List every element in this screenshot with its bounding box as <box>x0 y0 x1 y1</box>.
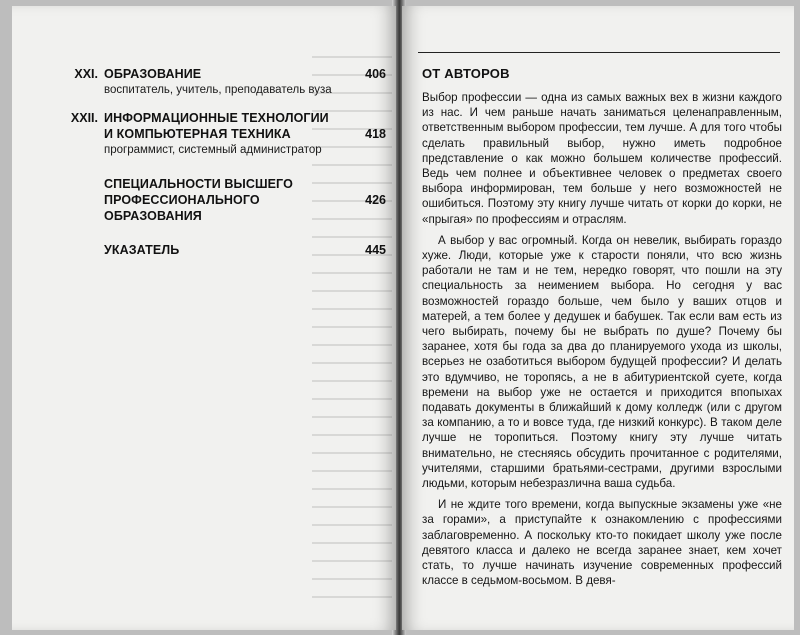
toc-entry-title-line-2: И КОМПЬЮТЕРНАЯ ТЕХНИКА <box>104 127 291 141</box>
toc-entry-title: ОБРАЗОВАНИЕ <box>104 67 202 81</box>
paragraph: А выбор у вас огромный. Когда он невелик, выбирать гораздо хуже. Люди, которые уже к старости поняли, что всю жизнь работали не там и не тем, нередко говорят, что пошли на эту специальность за неимением выбора. Но сегодня у вас возможностей гораздо больше, чем было у ваших отцов и матерей, а тем более у дедушек и бабушек. Так если вам есть из чего выбирать, почему бы не выбрать по душе? Почему бы заранее, хотя бы года за два до планируемого ухода из школы, всерьез не озаботиться выбором будущей профессии? И делать это вдумчиво, не торопясь, а не в абитуриентской суете, когда времени на выбор уже не остается и приходится впопыхах подавать документы в ближайший к дому колледж (или с другом за компанию, а то и вовсе туда, где низкий конкурс). В таком деле лучше не торопиться. Поэтому книгу эту лучше читать внимательно, не стесняясь обсудить прочитанное с родителями, учителями, старшими братьями-сестрами, другими взрослыми людьми, которым небезразлична ваша судьба. <box>422 233 782 491</box>
paragraph: Выбор профессии — одна из самых важных вех в жизни каждого из нас. И чем раньше начать заниматься целенаправленным, ответственным выбором профессии, тем лучше. А для того чтобы сделать правильный выбор, нужно иметь подробное представление о как можно большем количестве профессий. Ведь чем полнее и объективнее человек о предметах своего выбора информирован, тем больше у него возможностей не ошибиться. Поэтому эту книгу лучше читать от корки до корки, не «прыгая» по профессиям и отраслям. <box>422 91 782 226</box>
toc-entry-it <box>46 110 386 158</box>
toc-entry-higher-education <box>46 176 386 224</box>
toc-entry-education <box>46 66 386 98</box>
toc-entry-index <box>46 242 386 258</box>
toc-entry-title-line-1: СПЕЦИАЛЬНОСТИ ВЫСШЕГО <box>104 177 293 191</box>
toc-entry-title-line-2: ПРОФЕССИОНАЛЬНОГО ОБРАЗОВАНИЯ <box>104 193 260 223</box>
left-page <box>12 6 396 630</box>
paragraph: И не ждите того времени, когда выпускные экзамены уже «не за горами», а приступайте к ознакомлению с профессиями заблаговременно. А поскольку кто-то покидает школу уже после девятого класса и далеко не всегда заранее знает, кем хочет стать, то лучше начинать изучение современных профессий классе в седьмом-восьмом. В девя- <box>422 498 782 588</box>
toc-entry-page: 445 <box>365 243 386 257</box>
toc-entry-number: XXI. <box>74 67 98 81</box>
right-page <box>402 6 794 630</box>
section-title: ОТ АВТОРОВ <box>422 66 510 81</box>
toc-entry-page: 426 <box>365 193 386 207</box>
toc-entry-page: 418 <box>365 127 386 141</box>
toc-entry-number: XXII. <box>70 111 98 125</box>
toc-entry-title-line-1: ИНФОРМАЦИОННЫЕ ТЕХНОЛОГИИ <box>104 111 329 125</box>
toc-entry-page: 406 <box>365 67 386 81</box>
toc-entry-title: УКАЗАТЕЛЬ <box>104 243 180 257</box>
running-head-rule <box>418 44 780 53</box>
toc-entry-subtitle: воспитатель, учитель, преподаватель вуза <box>104 84 332 96</box>
article-body <box>422 90 782 595</box>
table-of-contents <box>46 66 386 270</box>
toc-entry-subtitle: программист, системный администратор <box>104 144 322 156</box>
